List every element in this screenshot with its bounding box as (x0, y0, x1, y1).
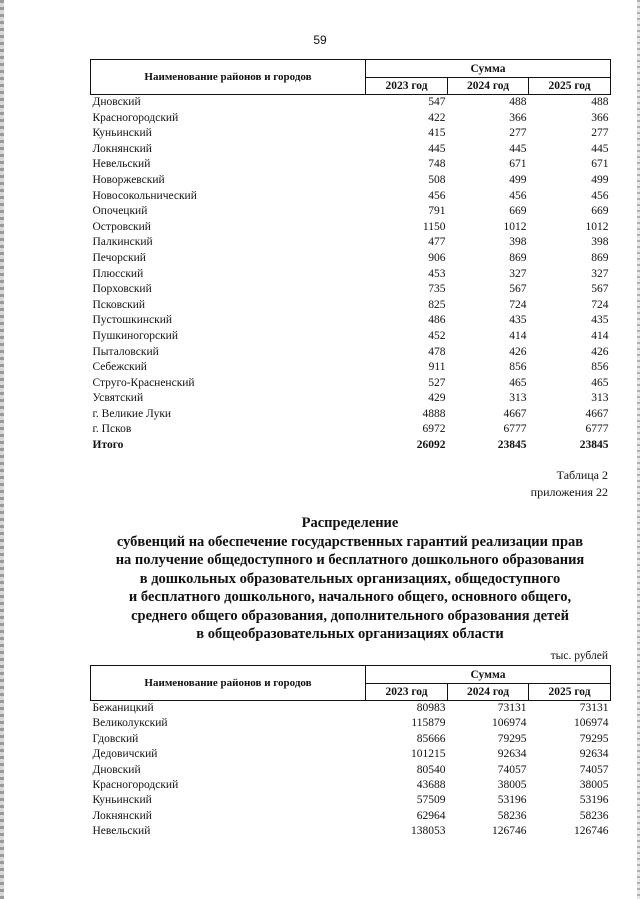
table-row (91, 407, 611, 423)
row-name: Плюсский (92, 267, 144, 280)
value-2024: 366 (509, 111, 527, 124)
value-2024: 277 (509, 127, 527, 140)
table-row (91, 267, 611, 283)
table-row (91, 204, 611, 220)
table-1-header-year-2023: 2023 год (366, 78, 448, 95)
table-2-header-year-2023: 2023 год (366, 684, 448, 701)
row-name: г. Псков (92, 423, 132, 436)
value-2025: 4667 (585, 407, 609, 420)
value-2024: 488 (509, 96, 527, 108)
value-2025: 499 (591, 173, 609, 186)
value-2024: 6777 (503, 423, 527, 436)
value-2025: 38005 (579, 779, 609, 792)
title-line-6: среднего общего образования, дополнительного образования детей (131, 607, 569, 624)
table-row (91, 251, 611, 267)
value-2024: 856 (509, 361, 527, 374)
value-2025: 724 (591, 298, 609, 311)
value-2025: 74057 (579, 763, 609, 776)
value-2025: 567 (591, 283, 609, 296)
value-2023: 508 (428, 173, 446, 186)
table-row (91, 391, 611, 407)
value-2023: 445 (428, 142, 446, 155)
value-2023: 85666 (416, 732, 446, 745)
value-2023: 101215 (411, 748, 446, 761)
value-2024: 23845 (497, 439, 527, 452)
value-2024: 414 (509, 329, 527, 342)
value-2024: 106974 (492, 717, 527, 730)
table-row (91, 809, 611, 824)
row-name: Новоржевский (92, 173, 165, 186)
title-line-5: и бесплатного дошкольного, начального общего, основного общего, (128, 589, 572, 605)
value-2025: 23845 (579, 439, 609, 452)
value-2024: 126746 (492, 825, 527, 838)
table-2-header-sum: Сумма (366, 666, 611, 684)
table-row (91, 235, 611, 251)
table-row (91, 220, 611, 236)
table-row (91, 142, 611, 158)
title-line-3: на получение общедоступного и бесплатного дошкольного образования (115, 552, 585, 568)
value-2023: 26092 (416, 439, 446, 452)
value-2023: 486 (428, 314, 446, 327)
value-2023: 477 (428, 236, 446, 249)
value-2023: 422 (428, 111, 446, 124)
row-name: Пушкиногорский (92, 329, 178, 342)
row-name: Красногородский (92, 779, 179, 792)
table-row (91, 189, 611, 205)
table-row (91, 157, 611, 173)
table-caption-line-1: Таблица 2 (556, 468, 608, 482)
value-2023: 1150 (422, 220, 446, 233)
value-2024: 445 (509, 142, 527, 155)
title-line-1: Распределение (301, 515, 399, 531)
row-name: Великолукский (92, 717, 168, 730)
value-2025: 277 (591, 127, 609, 140)
table-row (91, 747, 611, 762)
value-2025: 126746 (574, 825, 609, 838)
value-2025: 465 (591, 376, 609, 389)
value-2024: 465 (509, 376, 527, 389)
value-2025: 426 (591, 345, 609, 358)
table-2-header-year-2024: 2024 год (448, 684, 529, 701)
value-2023: 547 (428, 96, 446, 108)
value-2025: 671 (591, 158, 609, 171)
table-caption (531, 467, 608, 501)
title-line-7: в общеобразовательных организациях области (196, 626, 504, 642)
row-name: Дновский (92, 763, 141, 776)
row-name: Итого (92, 439, 124, 452)
value-2025: 488 (591, 96, 609, 108)
table-row (91, 345, 611, 361)
table-2-header-year-2025: 2025 год (529, 684, 611, 701)
value-2023: 415 (428, 127, 446, 140)
value-2023: 62964 (416, 809, 446, 822)
value-2024: 499 (509, 173, 527, 186)
value-2024: 669 (509, 205, 527, 218)
table-row (91, 95, 611, 111)
table-row (91, 282, 611, 298)
row-name: Невельский (92, 825, 151, 838)
row-name: Дновский (92, 96, 141, 108)
value-2023: 115879 (411, 717, 446, 730)
value-2025: 414 (591, 329, 609, 342)
value-2024: 327 (509, 267, 527, 280)
table-row (91, 793, 611, 808)
value-2025: 445 (591, 142, 609, 155)
row-name: Красногородский (92, 111, 179, 124)
row-name: Псковский (92, 298, 146, 311)
table-row (91, 111, 611, 127)
value-2023: 4888 (422, 407, 446, 420)
value-2024: 74057 (497, 763, 527, 776)
row-name: Куньинский (92, 794, 152, 807)
value-2023: 911 (428, 361, 446, 374)
units-label: тыс. рублей (550, 650, 608, 662)
title-line-4: в дошкольных образовательных организациях, общедоступного (139, 570, 561, 587)
value-2025: 456 (591, 189, 609, 202)
value-2024: 426 (509, 345, 527, 358)
table-row (91, 329, 611, 345)
value-2024: 58236 (497, 809, 527, 822)
value-2024: 456 (509, 189, 527, 202)
row-name: Себежский (92, 361, 147, 374)
value-2024: 53196 (497, 794, 527, 807)
value-2024: 435 (509, 314, 527, 327)
row-name: Порховский (92, 283, 152, 296)
row-name: Гдовский (92, 732, 139, 745)
table-1-header-sum: Сумма (366, 60, 611, 78)
row-name: Бежаницкий (92, 702, 154, 714)
value-2024: 398 (509, 236, 527, 249)
row-name: Печорский (92, 251, 146, 264)
row-name: Пыталовский (92, 345, 159, 358)
value-2025: 92634 (579, 748, 609, 761)
row-name: Островский (92, 220, 151, 233)
value-2024: 313 (509, 392, 527, 405)
value-2024: 38005 (497, 779, 527, 792)
value-2023: 452 (428, 329, 446, 342)
value-2024: 1012 (503, 220, 527, 233)
value-2024: 869 (509, 251, 527, 264)
value-2023: 735 (428, 283, 446, 296)
value-2023: 906 (428, 251, 446, 264)
value-2023: 825 (428, 298, 446, 311)
row-name: Новосокольнический (92, 189, 197, 202)
row-name: Пустошкинский (92, 314, 173, 327)
table-row (91, 360, 611, 376)
value-2023: 80983 (416, 702, 446, 714)
value-2025: 73131 (579, 702, 609, 714)
table-row (91, 126, 611, 142)
value-2023: 791 (428, 205, 446, 218)
value-2025: 58236 (579, 809, 609, 822)
row-name: Струго-Красненский (92, 376, 195, 389)
value-2025: 53196 (579, 794, 609, 807)
value-2025: 669 (591, 205, 609, 218)
row-name: Куньинский (92, 127, 152, 140)
value-2024: 567 (509, 283, 527, 296)
value-2025: 79295 (579, 732, 609, 745)
table-1-header-year-2024: 2024 год (448, 78, 529, 95)
value-2023: 6972 (422, 423, 446, 436)
table-caption-line-2: приложения 22 (530, 485, 608, 499)
value-2024: 724 (509, 298, 527, 311)
row-name: Невельский (92, 158, 151, 171)
value-2025: 1012 (585, 220, 609, 233)
row-name: Локнянский (92, 142, 152, 155)
value-2025: 398 (591, 236, 609, 249)
table-row (91, 778, 611, 793)
table-2-header-name: Наименование районов и городов (91, 666, 366, 701)
value-2023: 138053 (411, 825, 446, 838)
table-1-header-year-2025: 2025 год (529, 78, 611, 95)
row-name: Локнянский (92, 809, 152, 822)
table-1-header-name: Наименование районов и городов (91, 60, 366, 95)
table-row (91, 763, 611, 778)
table-row (91, 298, 611, 314)
value-2023: 456 (428, 189, 446, 202)
value-2024: 92634 (497, 748, 527, 761)
row-name: Усвятский (92, 392, 144, 405)
table-1 (90, 59, 611, 454)
value-2025: 856 (591, 361, 609, 374)
row-name: г. Великие Луки (92, 407, 172, 420)
value-2025: 106974 (574, 717, 609, 730)
value-2025: 313 (591, 392, 609, 405)
value-2024: 671 (509, 158, 527, 171)
table-2 (90, 665, 611, 840)
table-row (91, 376, 611, 392)
title-line-2: субвенций на обеспечение государственных гарантий реализации прав (116, 533, 584, 550)
table-row (91, 732, 611, 747)
value-2023: 748 (428, 158, 446, 171)
total-row (91, 438, 611, 454)
table-row (91, 173, 611, 189)
row-name: Палкинский (92, 236, 153, 249)
table-row (91, 313, 611, 329)
value-2025: 6777 (585, 423, 609, 436)
value-2024: 79295 (497, 732, 527, 745)
value-2025: 435 (591, 314, 609, 327)
value-2024: 4667 (503, 407, 527, 420)
table-row (91, 701, 611, 717)
document-title (60, 514, 640, 644)
value-2025: 327 (591, 267, 609, 280)
value-2023: 429 (428, 392, 446, 405)
value-2023: 43688 (416, 779, 446, 792)
value-2024: 73131 (497, 702, 527, 714)
value-2023: 453 (428, 267, 446, 280)
value-2025: 366 (591, 111, 609, 124)
table-row (91, 824, 611, 839)
value-2023: 478 (428, 345, 446, 358)
page-number: 59 (313, 33, 327, 47)
value-2023: 527 (428, 376, 446, 389)
value-2023: 80540 (416, 763, 446, 776)
table-row (91, 716, 611, 731)
value-2023: 57509 (416, 794, 446, 807)
scan-edge-left (0, 0, 4, 899)
value-2025: 869 (591, 251, 609, 264)
table-row (91, 422, 611, 438)
row-name: Дедовичский (92, 748, 158, 761)
row-name: Опочецкий (92, 205, 148, 218)
